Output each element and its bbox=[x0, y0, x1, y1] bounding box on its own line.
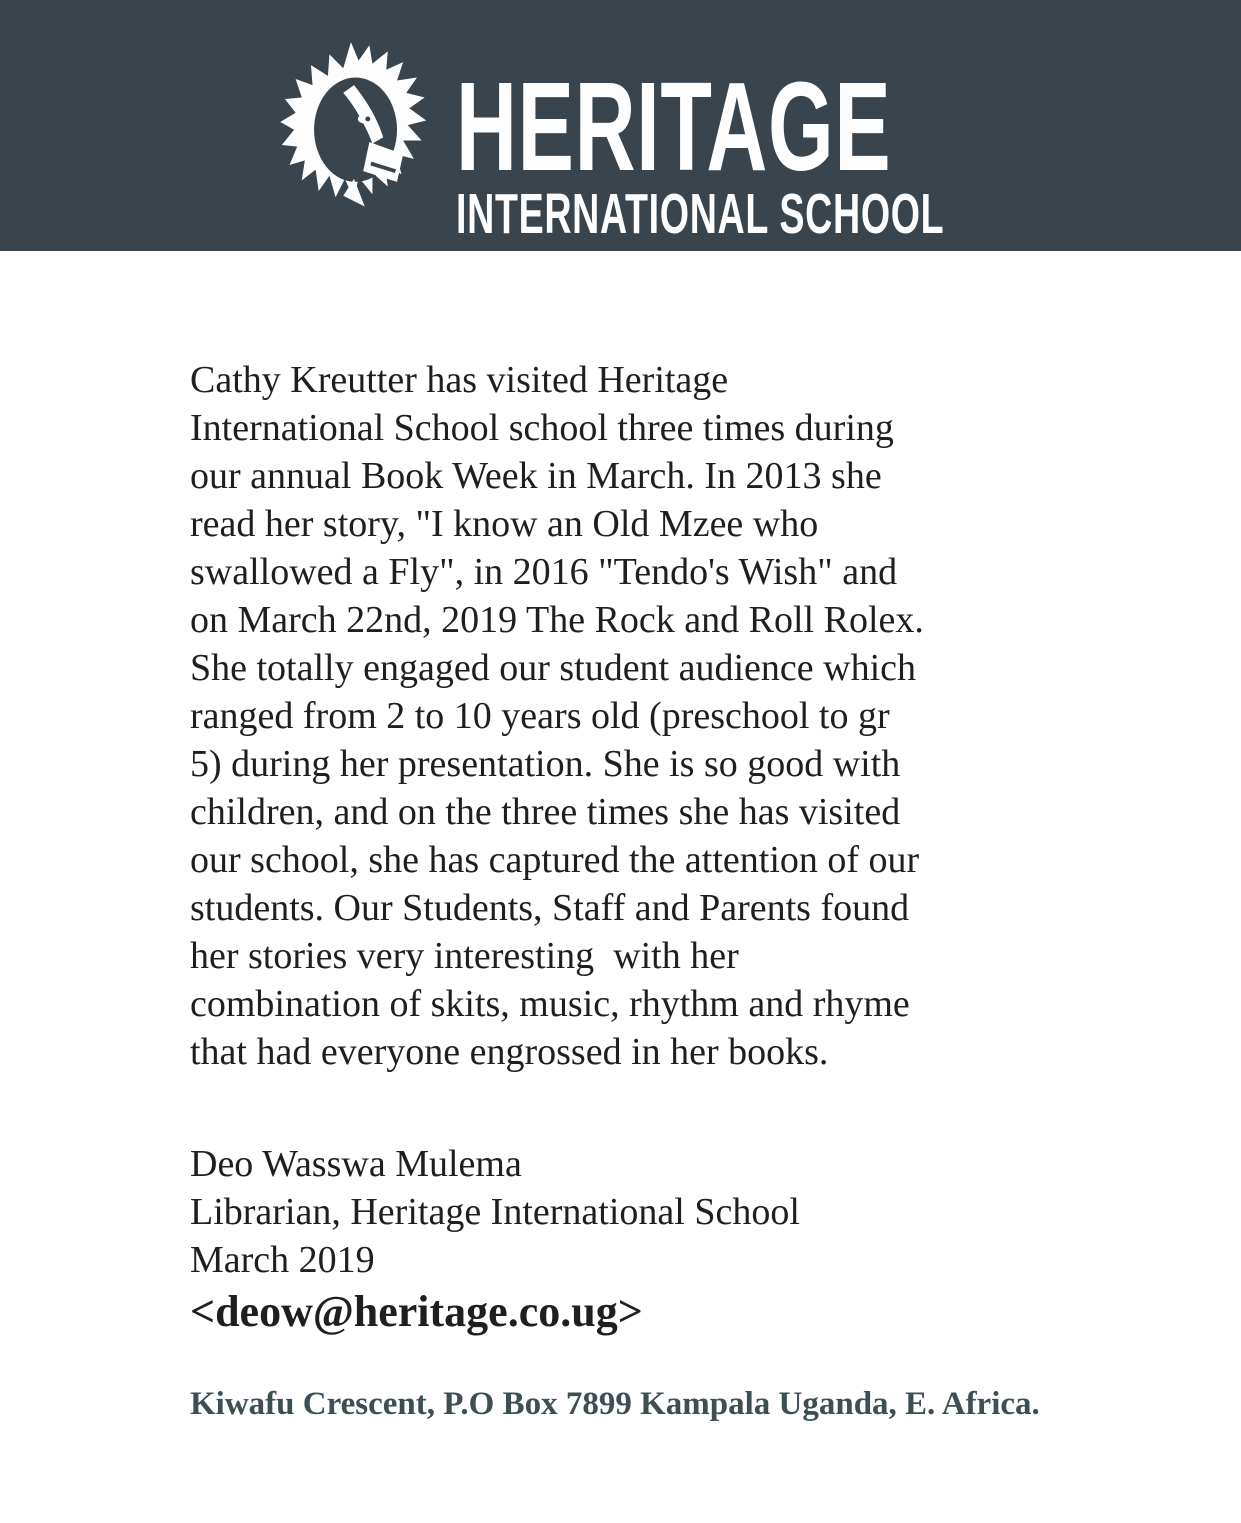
signature-role: Librarian, Heritage International School bbox=[190, 1191, 800, 1233]
signature-block bbox=[190, 1140, 800, 1340]
letter-line: She totally engaged our student audience which bbox=[190, 647, 917, 689]
signature-date: March 2019 bbox=[190, 1239, 375, 1281]
letter-line: that had everyone engrossed in her books. bbox=[190, 1031, 829, 1073]
letter-line: children, and on the three times she has visited bbox=[190, 791, 901, 833]
letter-line: combination of skits, music, rhythm and rhyme bbox=[190, 983, 910, 1025]
letter-line: International School school three times during bbox=[190, 407, 894, 449]
letter-line: 5) during her presentation. She is so good with bbox=[190, 743, 901, 785]
letter-body bbox=[190, 356, 924, 1076]
school-name-subtitle: INTERNATIONAL SCHOOL bbox=[456, 182, 945, 246]
lion-logo-icon bbox=[276, 36, 432, 228]
letter-line: on March 22nd, 2019 The Rock and Roll Rolex. bbox=[190, 599, 924, 641]
header-banner bbox=[0, 0, 1241, 251]
signature-email: <deow@heritage.co.ug> bbox=[190, 1287, 643, 1336]
school-name-title: HERITAGE bbox=[456, 56, 892, 197]
letter-line: our school, she has captured the attention of our bbox=[190, 839, 920, 881]
letter-line: swallowed a Fly", in 2016 "Tendo's Wish" and bbox=[190, 551, 898, 593]
letter-line: Cathy Kreutter has visited Heritage bbox=[190, 359, 729, 401]
letter-line: our annual Book Week in March. In 2013 she bbox=[190, 455, 882, 497]
letter-line: her stories very interesting with her bbox=[190, 935, 739, 977]
letter-line: students. Our Students, Staff and Parents found bbox=[190, 887, 910, 929]
letter-line: read her story, "I know an Old Mzee who bbox=[190, 503, 819, 545]
footer-address: Kiwafu Crescent, P.O Box 7899 Kampala Uganda, E. Africa. bbox=[190, 1386, 1040, 1422]
letter-line: ranged from 2 to 10 years old (preschool to gr bbox=[190, 695, 890, 737]
signature-name: Deo Wasswa Mulema bbox=[190, 1143, 522, 1185]
